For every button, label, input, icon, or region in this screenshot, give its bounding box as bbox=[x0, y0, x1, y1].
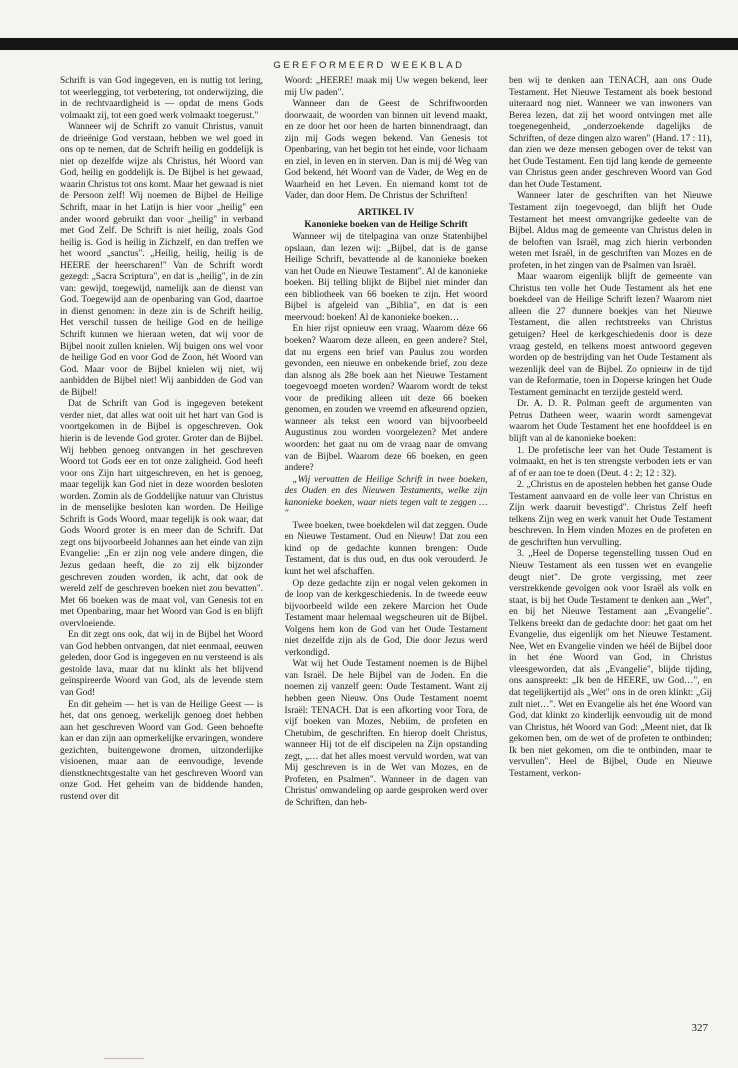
column-right bbox=[509, 76, 712, 1036]
list-item: 2. „Christus en de apostelen hebben het ganse Oude Testament aanvaard en de volle leer van Christus en Zijn werk daaruit bevestigd". Christus Zelf heeft telkens Zijn weg en werk vanuit het Oude Testament beschreven. In Hem vinden Mozes en de profeten en de geschriften hun vervulling. bbox=[509, 480, 712, 548]
paragraph: Maar waarom eigenlijk blijft de gemeente van Christus ten volle het Oude Testament als het ene boekdeel van de Heilige Schrift lezen? Waarom niet alleen die 27 dunnere boekjes van het Nieuwe Testament, die allen rechtstreeks van Christus getuigen? Heel de kerkgeschiedenis door is deze vraag gesteld, en telkens moest antwoord gegeven worden op de bestrijding van het Oude Testament als wezenlijk deel van de Bijbel. Zo opnieuw in de tijd van de Reformatie, toen in Doperse kringen het Oude Testament geminacht en terzijde gesteld werd. bbox=[509, 272, 712, 398]
column-middle bbox=[285, 76, 488, 1036]
paragraph: Op deze gedachte zijn er nogal velen gekomen in de loop van de kerkgeschiedenis. In de tweede eeuw bijvoorbeeld wilde een zekere Marcion het Oude Testament maar helemaal wegscheuren uit de Bijbel. Volgens hem kon de God van het Oude Testament niet dezelfde zijn als de God, Die door Jezus werd verkondigd. bbox=[284, 578, 488, 658]
paragraph: En dit geheim — het is van de Heilige Geest — is het, dat ons genoeg, werkelijk genoeg doet hebben aan het geschreven Woord van God. Geen behoefte kan er dan zijn aan opmerkelijke ervaringen, wondere gezichten, buitengewone dromen, uitzonderlijke visioenen, maar aan de eenvoudige, levende dienstknechtsgestalte van het geschreven Woord van onze God. Het geheim van de biddende handen, rustend over dit bbox=[60, 699, 263, 802]
paragraph: Wanneer wij de Schrift zo vanuit Christus, vanuit de drieënige God verstaan, hebben we wel goed in ons op te nemen, dat de Schrift heilig en goddelijk is niet op dezelfde wijze als Christus, hét Woord van God, heilig en goddelijk is. De Bijbel is het gewaad, waarin Christus tot ons komt. Maar het gewaad is niet de Persoon zelf! Wij noemen de Bijbel de Heilige Schrift, maar in het Latijn is hier voor „heilig" een ander woord gebruikt dan voor „heilig" in verband met God Zelf. De Schrift is niet heilig, zoals God heilig is. God is heilig in Zichzelf, en dan treffen we het woord „sanctus". „Heilig, heilig, heilig is de HEERE der heerscharen!" Van de Schrift wordt gezegd: „Sacra Scriptura", en dat is „heilig", in de zin van: gewijd, toegewijd, namelijk aan de dienst van God. Toegewijd aan de openbaring van God, daartoe in dienst genomen: in deze zin is de Schrift heilig. Het verschil tussen de heilige God en de heilige Schrift kunnen we hieraan weten, dat wij voor de Bijbel nooit zullen knielen. Wij buigen ons wel voor de heilige God en voor God de Zoon, hét Woord van God. Maar voor de Bijbel knielen wij niet, wij aanbidden de Bijbel niet! Wij aanbidden de God van de Bijbel! bbox=[60, 122, 263, 398]
paragraph: Wanneer later de geschriften van het Nieuwe Testament zijn toegevoegd, dan blijft het Oude Testament het meest omvangrijke gedeelte van de Bijbel. Aldus mag de gemeente van Christus delen in de beloften van Israël, mag zich hierin verbonden weten met Israël, in de geschriften van Mozes en de profeten, in het zingen van de Psalmen van Israël. bbox=[509, 191, 712, 271]
column-left bbox=[60, 76, 263, 1036]
paragraph: Wanneer wij de titelpagina van onze Statenbijbel opslaan, dan lezen wij: „Bijbel, dat is de ganse Heilige Schrift, bevattende al de kanonieke boeken van het Oude en Nieuwe Testament". Al de kanonieke boeken. Bij telling blijkt de Bijbel niet minder dan een bibliotheek van 66 boeken te zijn. Het woord Bijbel is afgeleid van „Biblia", en dat is een meervoud: boeken! Al de kanonieke boeken… bbox=[284, 232, 488, 323]
scan-mark bbox=[104, 1058, 144, 1059]
paragraph: Wanneer dan de Geest de Schriftwoorden doorwaait, de woorden van binnen uit levend maakt, en ze door het oor heen de harten binnendraagt, dan zijn mij Gods wegen bekend. Van Genesis tot Openbaring, van het begin tot het einde, voor lichaam en ziel, in leven en in sterven. Dan is mij dé Weg van God bekend, hét Woord van de Vader, de Weg en de Waarheid en het Leven. En niemand komt tot de Vader, dan door Hem. De Christus der Schriften! bbox=[284, 99, 488, 202]
article-title: ARTIKEL IV bbox=[357, 207, 415, 219]
list-item: 3. „Heel de Doperse tegenstelling tussen Oud en Nieuw Testament als een tussen wet en evangelie deugt niet". De grote vergissing, met zeer verstrekkende gevolgen ook voor Israël als volk en staat, is bij het Oude Testament te denken aan „Wet", en bij het Nieuwe Testament aan „Evangelie". Telkens breekt dan de gedachte door: het gaat om het Evangelie, dus eigenlijk om het Nieuwe Testament. Nee, Wet en Evangelie vinden we héél de Bijbel door in het éne Woord van God, in Christus vleesgeworden, dat als „Evangelie", blijde tijding, ons aanspreekt: „Ik ben de HEERE, uw God…", en dat tegelijkertijd als „Wet" ons in de oren klinkt: „Gij zult niet…". Wet en Evangelie als het éne Woord van God, dat klinkt zo kinderlijk eenvoudig uit de mond van Christus, hét Woord van God: „Meent niet, dat Ik gekomen ben, om de wet of de profeten te ontbinden; Ik ben niet gekomen, om die te ontbinden, maar te vervullen". Heel de Bijbel, Oude en Nieuwe Testament, verkon- bbox=[509, 549, 712, 779]
paragraph: Woord: „HEERE! maak mij Uw wegen bekend, leer mij Uw paden". bbox=[284, 76, 488, 98]
paragraph: ben wij te denken aan TENACH, aan ons Oude Testament. Het Nieuwe Testament als boek bestond uiteraard nog niet. Wanneer we van inwoners van Berea lezen, dat zij het woord ontvingen met alle toegenegenheid, „onderzoekende dagelijks de Schriften, of deze dingen alzo waren" (Hand. 17 : 11), dan zien we deze mensen gebogen over de tekst van het Oude Testament. Een tijd lang kende de gemeente van Christus geen ander geschreven Woord van God dan het Oude Testament. bbox=[509, 76, 712, 190]
confession-quote: „Wij vervatten de Heilige Schrift in twee boeken, des Ouden en des Nieuwen Testaments, welke zijn kanonieke boeken, waar niets tegen valt te zeggen … " bbox=[284, 474, 488, 520]
paragraph: Twee boeken, twee boekdelen wil dat zeggen. Oude en Nieuwe Testament. Oud en Nieuw! Dat zou een kind op de gedachte kunnen brengen: Oude Testament, dat is dus oud, en dus ook verouderd. Je kunt het wel afschaffen. bbox=[284, 520, 488, 577]
top-black-band bbox=[0, 38, 738, 50]
paragraph: Dat de Schrift van God is ingegeven betekent verder niet, dat alles wat ooit uit het hart van God is voortgekomen in de Bijbel is opgeschreven. Ook hierin is de levende God groter. Groter dan de Bijbel. Wij hebben genoeg ontvangen in het geschreven Woord tot Gods eer en tot onze zaligheid. God heeft voor ons Zijn hart uitgeschreven, en het is genoeg, maar tegelijk kan God niet in deze woorden besloten worden. Zomin als de Goddelijke natuur van Christus in de menselijke besloten kan worden. De Heilige Schrift is Gods Woord, maar tegelijk is ook waar, dat Gods Woord groter is en meer dan de Schrift. Dat zegt ons bijvoorbeeld Johannes aan het einde van zijn Evangelie: „En er zijn nog vele andere dingen, die Jezus gedaan heeft, die zo zij elk bijzonder geschreven zouden worden, ik acht, dat ook de wereld zelf de geschreven boeken niet zou bevatten". Met 66 boeken was de maat vol, van Genesis tot en met Openbaring, maar het Woord van God is en blijft overvloeiende. bbox=[60, 399, 263, 629]
running-header: GEREFORMEERD WEEKBLAD bbox=[273, 60, 465, 71]
paragraph: En dit zegt ons ook, dat wij in de Bijbel het Woord van God hebben ontvangen, dat niet eenmaal, eeuwen geleden, door God is ingegeven en nu versteend is als gestolde lava, maar dat nu klinkt als het blijvend geïnspireerde Woord van God, als de levende stem van God! bbox=[60, 630, 263, 698]
page-body bbox=[60, 76, 712, 1036]
paragraph: Dr. A. D. R. Polman geeft de argumenten van Petrus Datheen weer, waarin wordt samengevat waarom het Oude Testament het ene hoofddeel is en blijft van al de kanonieke boeken: bbox=[509, 399, 712, 444]
paragraph: En hier rijst opnieuw een vraag. Waarom déze 66 boeken? Waarom deze alleen, en geen andere? Stel, dat nu ergens een brief van Paulus zou worden gevonden, een nieuwe en onbekende brief, zou deze dan alsnog als 28e boek aan het Nieuwe Testament toegevoegd moeten worden? Waarom wordt de tekst voor de prediking alleen uit deze 66 boeken genomen, en zouden we vreemd en afkeurend opzien, wanneer als tekst een woord van bijvoorbeeld Augustinus zou worden voorgelezen? Met andere woorden: het gaat nu om de vraag naar de omvang van de Bijbel. Waarom deze 66 boeken, en geen andere? bbox=[284, 324, 488, 474]
article-subtitle: Kanonieke boeken van de Heilige Schrift bbox=[304, 219, 468, 230]
paragraph: Schrift is van God ingegeven, en is nuttig tot lering, tot weerlegging, tot verbetering, tot onderwijzing, die in de rechtvaardigheid is — opdat de mens Gods volmaakt zij, tot een goed werk volmaakt toegerust." bbox=[60, 76, 263, 121]
list-item: 1. De profetische leer van het Oude Testament is volmaakt, en het is ten strengste verboden iets er van af of er aan toe te doen (Deut. 4 : 2; 12 : 32). bbox=[509, 445, 712, 479]
page-number: 327 bbox=[691, 1022, 708, 1034]
paragraph: Wat wij het Oude Testament noemen is de Bijbel van Israël. De hele Bijbel van de Joden. En die noemen zij vanzelf geen: Oude Testament. Want zij hebben geen Nieuw. Ons Oude Testament noemt Israël: TENACH. Dat is een afkorting voor Tora, de vijf boeken van Mozes, Nebiim, de profeten en Chetubim, de geschriften. En hierop doelt Christus, wanneer Hij tot de elf discipelen na Zijn opstanding zegt, „… dat het alles moest vervuld worden, wat van Mij geschreven is in de Wet van Mozes, en de Profeten, en Psalmen". Wanneer in de dagen van Christus' omwandeling op aarde gesproken werd over de Schriften, dan heb- bbox=[284, 659, 488, 808]
